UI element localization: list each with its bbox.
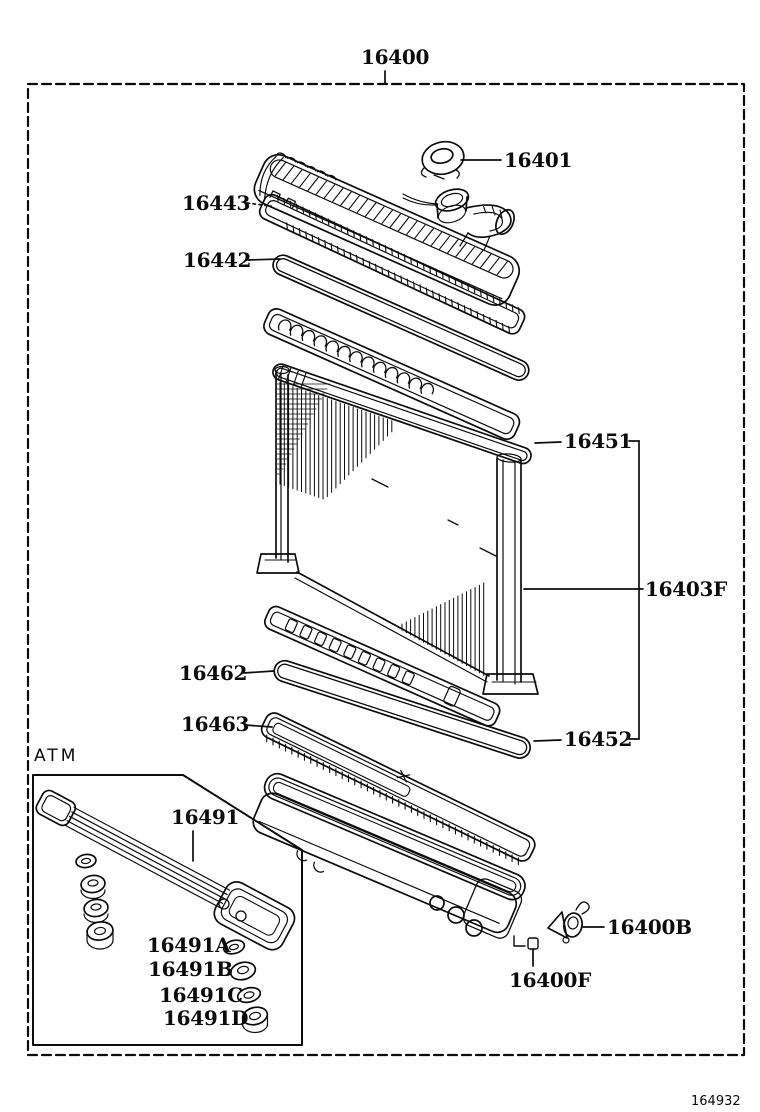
part-label-core-upper-plate: 16451 <box>564 429 633 453</box>
sheet-code-label: 164932 <box>691 1094 741 1109</box>
upper-tank-drawing <box>249 149 525 311</box>
part-label-oil-cooler-d: 16491D <box>163 1006 249 1030</box>
radiator-core-drawing <box>257 367 538 695</box>
lead-lines <box>193 160 643 966</box>
part-label-upper-plate: 16443 <box>182 191 251 215</box>
part-label-drain-cock: 16400B <box>607 915 692 939</box>
cooler-fastener-stack-drawing <box>75 853 114 949</box>
assembly-number-label: 16400 <box>361 45 430 69</box>
part-label-drain-packing: 16400F <box>509 968 591 992</box>
part-label-radiator-core: 16403F <box>645 577 727 601</box>
part-label-oil-cooler: 16491 <box>171 805 240 829</box>
part-label-radiator-cap: 16401 <box>504 148 573 172</box>
drain-cock-drawing <box>548 902 589 943</box>
part-label-core-lower-packing: 16452 <box>564 727 633 751</box>
atm-section-label: ATM <box>34 746 79 766</box>
drain-packing-drawing <box>514 936 538 949</box>
part-label-upper-packing: 16442 <box>183 248 252 272</box>
radiator-cap-drawing <box>419 138 467 179</box>
part-label-oil-cooler-c: 16491C <box>159 983 243 1007</box>
part-label-oil-cooler-b: 16491B <box>148 957 233 981</box>
part-label-lower-packing: 16462 <box>179 661 248 685</box>
part-label-lower-plate: 16463 <box>181 712 250 736</box>
part-label-oil-cooler-a: 16491A <box>147 933 231 957</box>
upper-plate-drawing <box>257 189 528 336</box>
lower-plate-drawing <box>257 707 539 867</box>
